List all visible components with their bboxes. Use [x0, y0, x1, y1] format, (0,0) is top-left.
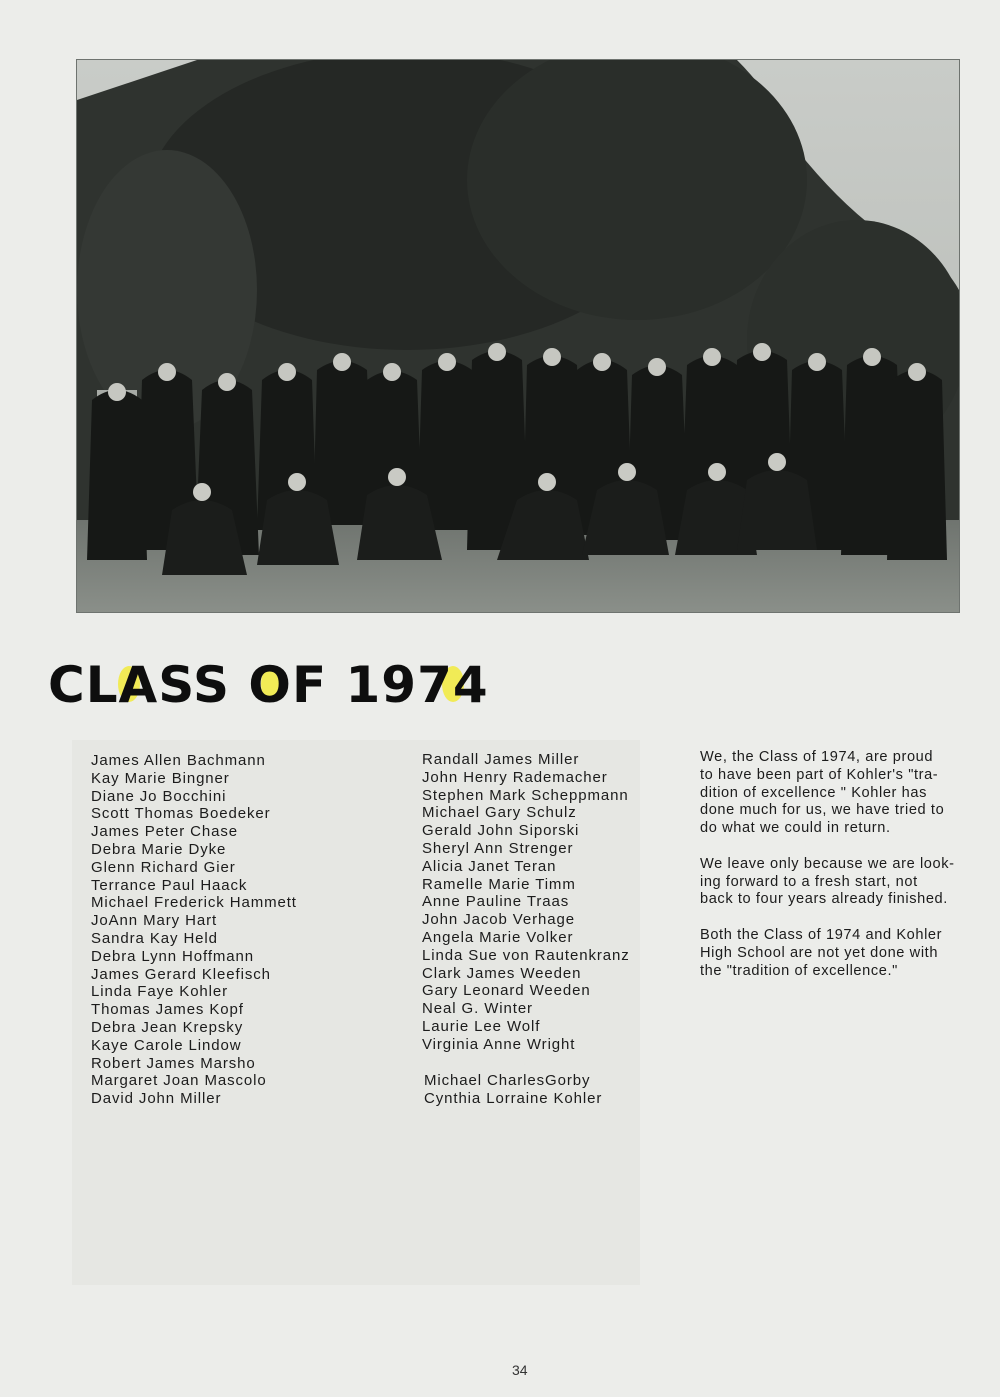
graduate-name: Stephen Mark Scheppmann [422, 786, 629, 804]
graduate-name: Angela Marie Volker [422, 928, 574, 946]
graduate-name: Debra Lynn Hoffmann [91, 947, 255, 965]
graduate-name: JoAnn Mary Hart [91, 912, 218, 930]
graduate-name: Kaye Carole Lindow [91, 1036, 242, 1054]
graduate-name: Terrance Paul Haack [91, 876, 248, 894]
class-group-photo [76, 59, 960, 613]
graduate-name: Scott Thomas Boedeker [91, 805, 271, 823]
graduate-name: Randall James Miller [422, 751, 580, 768]
graduate-names-column-2 [422, 751, 630, 1054]
page-title: CLASS OF 1974 [48, 656, 489, 714]
message-line: back to four years already finished. [700, 891, 948, 908]
graduate-name: Gerald John Siporski [422, 822, 580, 840]
graduate-name: Anne Pauline Traas [422, 893, 570, 911]
graduate-name: Virginia Anne Wright [422, 1035, 576, 1053]
graduate-name: Debra Jean Krepsky [91, 1018, 244, 1036]
graduate-name: James Allen Bachmann [91, 752, 266, 769]
graduate-name: Michael Frederick Hammett [91, 894, 297, 912]
graduate-name: Robert James Marsho [91, 1054, 256, 1072]
message-line: We leave only because we are look- [700, 855, 955, 872]
graduate-name: John Henry Rademacher [422, 768, 608, 786]
graduate-name: Alicia Janet Teran [422, 857, 557, 875]
graduate-name: Debra Marie Dyke [91, 840, 227, 858]
photo-image [77, 60, 959, 612]
graduate-name: John Jacob Verhage [422, 911, 575, 929]
graduate-name: Kay Marie Bingner [91, 769, 230, 787]
graduate-name: Neal G. Winter [422, 1000, 533, 1018]
graduate-name: James Gerard Kleefisch [91, 965, 271, 983]
graduate-name: Michael CharlesGorby [424, 1072, 591, 1089]
graduate-name: James Peter Chase [91, 823, 239, 841]
graduate-name: Linda Faye Kohler [91, 983, 229, 1001]
message-paragraph-1 [700, 749, 995, 838]
graduate-name: Thomas James Kopf [91, 1001, 244, 1019]
message-line: Both the Class of 1974 and Kohler [700, 926, 943, 943]
graduate-name: Glenn Richard Gier [91, 858, 236, 876]
graduate-name: Cynthia Lorraine Kohler [424, 1089, 603, 1107]
graduate-name: Margaret Joan Mascolo [91, 1072, 267, 1090]
graduate-name: Gary Leonard Weeden [422, 982, 591, 1000]
graduate-name: Sheryl Ann Strenger [422, 839, 574, 857]
message-line: done much for us, we have tried to [700, 802, 945, 819]
graduate-name: Michael Gary Schulz [422, 804, 577, 822]
message-paragraph-2 [700, 856, 995, 909]
message-line: High School are not yet done with [700, 944, 939, 961]
page-number: 34 [512, 1362, 528, 1378]
message-line: We, the Class of 1974, are proud [700, 749, 934, 765]
graduate-names-additional [424, 1072, 602, 1108]
message-line: ing forward to a fresh start, not [700, 873, 918, 890]
graduate-name: Ramelle Marie Timm [422, 875, 576, 893]
graduate-name: Sandra Kay Held [91, 929, 218, 947]
message-line: dition of excellence " Kohler has [700, 784, 927, 801]
class-message [700, 749, 995, 998]
graduate-name: Laurie Lee Wolf [422, 1017, 541, 1035]
message-line: to have been part of Kohler's "tra- [700, 766, 939, 783]
graduate-name: David John Miller [91, 1090, 222, 1108]
graduate-name: Linda Sue von Rautenkranz [422, 946, 630, 964]
message-line: the "tradition of excellence." [700, 962, 898, 979]
message-paragraph-3 [700, 927, 995, 980]
graduate-names-column-1 [91, 752, 297, 1108]
message-line: do what we could in return. [700, 820, 891, 837]
graduate-name: Diane Jo Bocchini [91, 787, 227, 805]
graduate-name: Clark James Weeden [422, 964, 582, 982]
